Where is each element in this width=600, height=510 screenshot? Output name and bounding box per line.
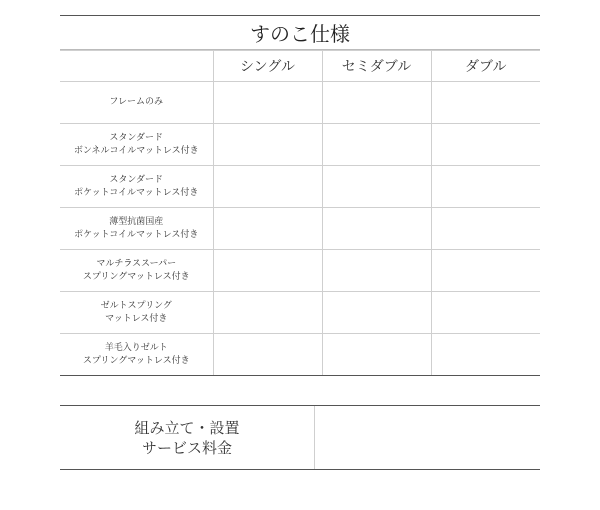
row-label-line1: スタンダード [109, 174, 164, 185]
cell-single [213, 124, 322, 166]
row-label-line2: ポケットコイルマットレス付き [74, 229, 199, 240]
cell-double [431, 166, 540, 208]
service-fee-label-line2: サービス料金 [141, 438, 232, 457]
row-label-line1: フレームのみ [109, 97, 164, 107]
cell-double [431, 124, 540, 166]
cell-single [213, 208, 322, 250]
table-row [60, 250, 540, 292]
row-label [60, 166, 213, 208]
cell-semi-double [322, 292, 431, 334]
row-label-line1: 薄型抗菌国産 [109, 216, 164, 227]
cell-semi-double [322, 124, 431, 166]
row-label [60, 208, 213, 250]
row-label-line1: ゼルトスプリング [100, 300, 172, 311]
row-label-line2: ポケットコイルマットレス付き [74, 187, 199, 198]
header-single: シングル [213, 51, 322, 82]
row-label-line2: マットレス付き [105, 313, 168, 324]
cell-single [213, 292, 322, 334]
cell-double [431, 334, 540, 376]
row-label [60, 82, 213, 124]
row-label-line1: スタンダード [109, 132, 164, 143]
row-label [60, 124, 213, 166]
service-fee-label-line1: 組み立て・設置 [134, 418, 240, 437]
cell-single [213, 334, 322, 376]
cell-double [431, 82, 540, 124]
cell-semi-double [322, 250, 431, 292]
cell-single [213, 250, 322, 292]
cell-semi-double [322, 166, 431, 208]
cell-single [213, 82, 322, 124]
cell-double [431, 208, 540, 250]
header-double: ダブル [431, 51, 540, 82]
row-label [60, 334, 213, 376]
table-row [60, 334, 540, 376]
cell-semi-double [322, 334, 431, 376]
spec-table [60, 50, 540, 376]
table-row [60, 82, 540, 124]
row-label-line2: ボンネルコイルマットレス付き [73, 145, 199, 156]
table-row [60, 208, 540, 250]
table-row [60, 166, 540, 208]
cell-single [213, 166, 322, 208]
header-row [60, 51, 540, 82]
spec-title: すのこ仕様 [60, 15, 540, 50]
cell-double [431, 292, 540, 334]
row-label-line2: スプリングマットレス付き [82, 355, 190, 366]
row-label-line2: スプリングマットレス付き [82, 271, 190, 282]
row-label [60, 250, 213, 292]
service-fee-label [60, 406, 315, 469]
header-semi-double: セミダブル [322, 51, 431, 82]
table-row [60, 124, 540, 166]
cell-semi-double [322, 82, 431, 124]
spec-table-section [60, 15, 540, 376]
row-label [60, 292, 213, 334]
cell-double [431, 250, 540, 292]
service-fee-table [60, 405, 540, 470]
cell-semi-double [322, 208, 431, 250]
row-label-line1: 羊毛入りゼルト [104, 342, 168, 353]
table-row [60, 292, 540, 334]
header-corner [60, 51, 213, 82]
service-fee-value-cell [315, 406, 540, 469]
row-label-line1: マルチラススーパー [96, 258, 177, 269]
